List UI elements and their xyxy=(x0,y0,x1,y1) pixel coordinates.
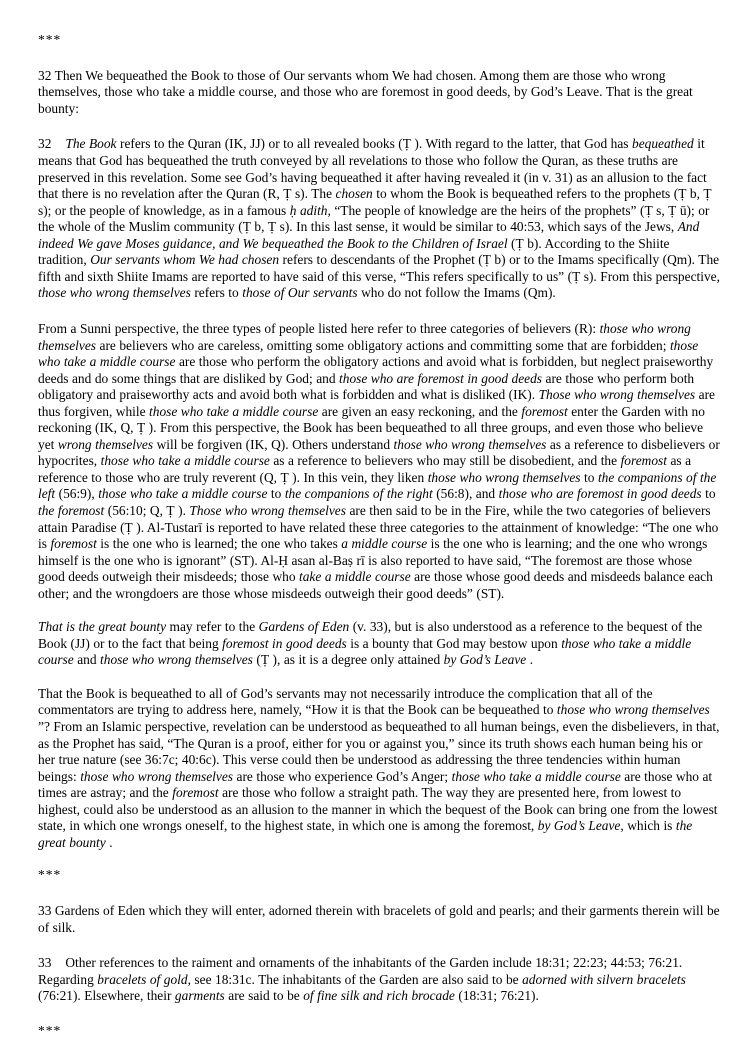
verse-33-number: 33 xyxy=(38,903,52,919)
commentary-32-b-paragraph: From a Sunni perspective, the three types of people listed here refer to three categories of believers (R): those who wrong themselves are believers who are careless, omitting some obligatory actions and committing some that are forbidden; those who take a middle course are those who perform the obligatory actions and avoid what is forbidden, but neglect praiseworthy deeds and do some things that are disliked by God; and those who are foremost in good deeds are those who perform both obligatory and praiseworthy acts and avoid both what is forbidden and what is disliked (IK). Those who wrong themselves are thus forgiven, while those who take a middle course are given an easy reckoning, and the foremost enter the Garden with no reckoning (IK, Q, Ṭ ). From this perspective, the Book has been bequeathed to all three groups, and even those who believe yet wrong themselves will be forgiven (IK, Q). Others understand those who wrong themselves as a reference to disbelievers or hypocrites, those who take a middle course as a reference to believers who may still be disobedient, and the foremost as a reference to those who are truly reverent (Q, Ṭ ). In this vein, they liken those who wrong themselves to the companions of the left (56:9), those who take a middle course to the companions of the right (56:8), and those who are foremost in good deeds to the foremost (56:10; Q, Ṭ ). Those who wrong themselves are then said to be in the Fire, while the two categories of believers attain Paradise (Ṭ ). Al-Tustarī is reported to have related these three categories to the attainment of knowledge: “The one who is foremost is the one who is learned; the one who takes a middle course is the one who is learning; and the one who wrongs himself is the one who is ignorant” (ST). Al-Ḥ asan al-Baṣ rī is also reported to have said, “The foremost are those whose good deeds outweigh their misdeeds; those who take a middle course are those whose good deeds and misdeeds balance each other; and the wrongdoers are those whose misdeeds outweigh their good deeds” (ST). xyxy=(38,320,720,601)
commentary-33-number: 33 xyxy=(38,955,52,971)
verse-32-number: 32 xyxy=(38,67,52,83)
commentary-32-a-number: 32 xyxy=(38,136,52,152)
commentary-32-c-paragraph: That is the great bounty may refer to the Gardens of Eden (v. 33), but is also understood as a reference to the bequest of the Book (JJ) or to the fact that being foremost in good deeds is a bounty that God may bestow upon those who take a middle course and those who wrong themselves (Ṭ ), as it is a degree only attained by God’s Leave . xyxy=(38,619,703,668)
section-separator-middle: *** xyxy=(38,867,62,883)
section-separator-top: *** xyxy=(38,32,62,47)
commentary-33-paragraph: 33 Other references to the raiment and ornaments of the inhabitants of the Garden include 18:31; 22:23; 44:53; 76:21. Regarding bracelets of gold, see 18:31c. The inhabitants of the Garden are also said to be adorned with silvern bracelets (76:21). Elsewhere, their garments are said to be of fine silk and rich brocade (18:31; 76:21). xyxy=(38,955,686,1004)
verse-33-paragraph: 33 Gardens of Eden which they will enter, adorned therein with bracelets of gold and pearls; and their garments therein will be of silk. xyxy=(38,903,720,935)
section-separator-bottom: *** xyxy=(38,1022,62,1038)
verse-32-paragraph: 32 Then We bequeathed the Book to those of Our servants whom We had chosen. Among them are those who wrong themselves, those who take a middle course, and those who are foremost in good deeds, by God’s Leave. That is the great bounty: xyxy=(38,67,693,116)
commentary-32-a-paragraph: 32 The Book refers to the Quran (IK, JJ) or to all revealed books (Ṭ ). With regard to the latter, that God has bequeathed it means that God has bequeathed the truth conveyed by all revelations to those who follow the Quran, as these truths are preserved in this revelation. Some see God’s having bequeathed it after having revealed it (in v. 31) as an allusion to the fact that there is no revelation after the Quran (R, Ṭ s). The chosen to whom the Book is bequeathed refers to the prophets (Ṭ b, Ṭ s); or the people of knowledge, as in a famous ḥ adith, “The people of knowledge are the heirs of the prophets” (Ṭ s, Ṭ ū); or the whole of the Muslim community (Ṭ b, Ṭ s). In this last sense, it would be similar to 40:53, which says of the Jews, And indeed We gave Moses guidance, and We bequeathed the Book to the Children of Israel (Ṭ b). According to the Shiite tradition, Our servants whom We had chosen refers to descendants of the Prophet (Ṭ b) or to the Imams specifically (Qm). The fifth and sixth Shiite Imams are reported to have said of this verse, “This refers specifically to us” (Ṭ s). From this perspective, those who wrong themselves refers to those of Our servants who do not follow the Imams (Qm). xyxy=(38,136,720,301)
document-content xyxy=(38,33,721,1039)
commentary-32-d-paragraph: That the Book is bequeathed to all of God’s servants may not necessarily introduce the complication that all of the commentators are trying to address here, namely, “How it is that the Book can be bequeathed to those who wrong themselves ”? From an Islamic perspective, revelation can be understood as bequeathed to all human beings, even the disbelievers, in that, as the Prophet has said, “The Quran is a proof, either for you or against you,” since its truth shows each human being his or her true nature (see 36:7c; 40:6c). This verse could then be understood as addressing the three tendencies within human beings: those who wrong themselves are those who experience God’s Anger; those who take a middle course are those who at times are astray; and the foremost are those who follow a straight path. The way they are presented here, from lowest to highest, could also be understood as an allusion to the manner in which the bequest of the Book can bring one from the lowest state, in which one wrongs oneself, to the highest state, in which one is among the foremost, by God’s Leave, which is the great bounty . xyxy=(38,685,720,850)
